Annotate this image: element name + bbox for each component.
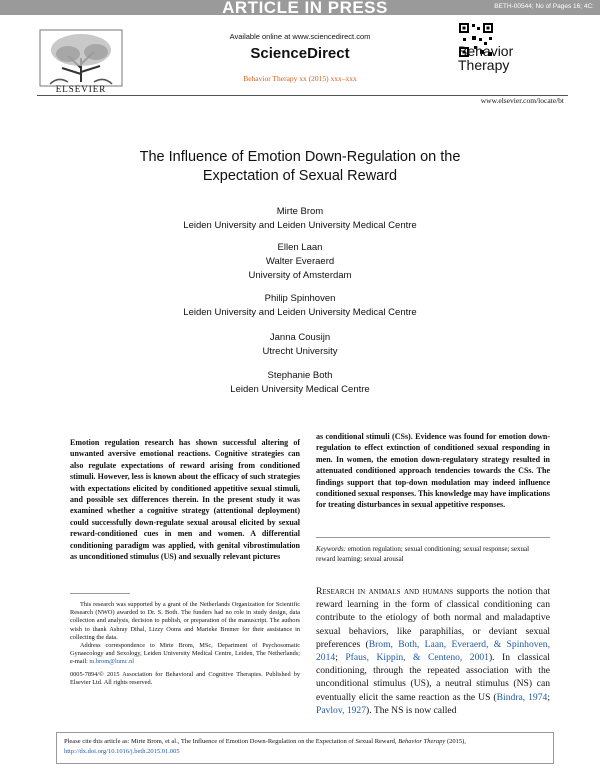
author-affiliation: Utrecht University: [262, 346, 338, 357]
doi-link[interactable]: http://dx.doi.org/10.1016/j.beth.2015.01.005: [64, 748, 180, 755]
sciencedirect-logo: ScienceDirect: [250, 45, 350, 62]
article-title: The Influence of Emotion Down-Regulation on the Expectation of Sexual Reward: [139, 149, 461, 184]
author-name: Philip Spinhoven: [264, 293, 336, 304]
journal-logo-line2: Therapy: [458, 57, 510, 73]
journal-url[interactable]: www.elsevier.com/locate/bt: [480, 96, 564, 105]
author-name: Ellen Laan: [277, 242, 323, 253]
author-affiliation: Leiden University and Leiden University Medical Centre: [183, 220, 417, 231]
intro-text: ). The NS is now called: [366, 704, 457, 716]
citation-text: Please cite this article as: Mirte Brom, et al., The Influence of Emotion Down-Regulation on the Expectation of Sexual Reward,: [64, 738, 397, 745]
author-name: Janna Cousijn: [269, 332, 331, 343]
available-online: Available online at www.sciencedirect.com: [229, 32, 371, 41]
copyright-note: 0005-7894/© 2015 Association for Behavioral and Cognitive Therapies. Published by Elsevier Ltd. All rights reserved.: [70, 670, 300, 686]
author-name: Mirte Brom: [276, 206, 324, 217]
footnote: [70, 601, 300, 687]
author-affiliation: Leiden University and Leiden University Medical Centre: [183, 307, 417, 318]
article-reference: BETH-00544; No of Pages 16; 4C:: [494, 3, 594, 10]
intro-text: ;: [547, 691, 550, 703]
citation-link[interactable]: Pfaus, Kippin, & Centeno, 2001: [345, 652, 489, 664]
citation-link[interactable]: Pavlov, 1927: [316, 704, 367, 716]
abstract-left: Emotion regulation research has shown successful altering of unwanted aversive emotional reactions. Cognitive strategies can also regulate expectations of reward arising from conditioned stimuli. However, less is known about the efficacy of such strategies with expectations elicited by conditioned appetitive sexual stimuli, and possible sex differences therein. In the present study it was examined whether a cognitive strategy (attentional deployment) could successfully down-regulate sexual arousal elicited by sexual reward-conditioned cues in men and women. A differential conditioning paradigm was applied, with genital vibrostimulation as unconditioned stimulus (US) and sexually relevant pictures: [70, 438, 300, 562]
article-in-press-text: ARTICLE IN PRESS: [222, 0, 388, 17]
journal-logo-line1: Behavior: [458, 43, 514, 59]
keywords-list: emotion regulation; sexual conditioning; sexual response; sexual reward learning; sexual arousal: [316, 545, 530, 563]
elsevier-tree-logo: [38, 28, 124, 88]
author-affiliation: Leiden University Medical Centre: [230, 384, 370, 395]
intro-text: ;: [335, 652, 346, 664]
author-name: Stephanie Both: [267, 370, 333, 381]
keywords-label: Keywords:: [316, 545, 347, 553]
citation-journal: Behavior Therapy: [398, 738, 446, 745]
correspondence-note: [70, 642, 300, 667]
intro-paragraph: [316, 585, 550, 717]
funding-note: This research was supported by a grant of the Netherlands Organization for Scientific Research (NWO) awarded to Dr. S. Both. The funders had no role in study design, data collection and analysis, decision to publish, or preparation of the manuscript. The authors wish to thank Ashray Dihal, Lizzy Ooms and Marieke Bremer for their assistance in collecting the data.: [70, 601, 300, 641]
intro-text: ). In classical conditioning, through the repeated association with the unconditional stimulus (US), a neutral stimulus (NS) can eventually elicit the same reaction as the US (: [316, 652, 550, 703]
correspondence-address: Address correspondence to Mirte Brom, MSc, Department of Psychosomatic Gynaecology and Sexology, Leiden University Medical Centre, Leiden, The Netherlands; e-mail:: [70, 642, 300, 666]
citation-year: (2015),: [445, 738, 466, 745]
keywords-rule: [316, 537, 550, 538]
journal-citation[interactable]: Behavior Therapy xx (2015) xxx–xxx: [243, 74, 357, 83]
abstract-right: as conditional stimuli (CSs). Evidence was found for emotion down-regulation to effect extinction of conditioned sexual responding in men. In women, the emotion down-regulatory strategy resulted in attenuated conditioned approach tendencies towards the CSs. The findings support that top-down modulation may indeed influence conditioned sexual responses. This knowledge may have implications for treating disturbances in sexual appetitive responses.: [316, 432, 550, 510]
journal-logo: [458, 44, 513, 72]
citation-link[interactable]: Brom, Both, Laan, Everaerd, & Spinhoven, 2014: [316, 638, 550, 664]
intro-text: supports the notion that reward learning in the form of classical conditioning can contribute to the etiology of both normal and maladaptive sexual behaviors, like paraphilias, or deviant sexual preferences (: [316, 586, 550, 650]
author-affiliation: University of Amsterdam: [248, 270, 352, 281]
intro-lead: Research in animals and humans: [316, 586, 453, 597]
author-name: Walter Everaerd: [265, 256, 335, 267]
publisher-name: ELSEVIER: [55, 84, 107, 94]
citation-box-text: [64, 737, 546, 757]
citation-link[interactable]: Bindra, 1974: [496, 691, 548, 703]
footnote-separator: [70, 593, 130, 594]
correspondence-email[interactable]: m.brom@lumc.nl: [89, 658, 135, 666]
keywords: [316, 544, 550, 564]
